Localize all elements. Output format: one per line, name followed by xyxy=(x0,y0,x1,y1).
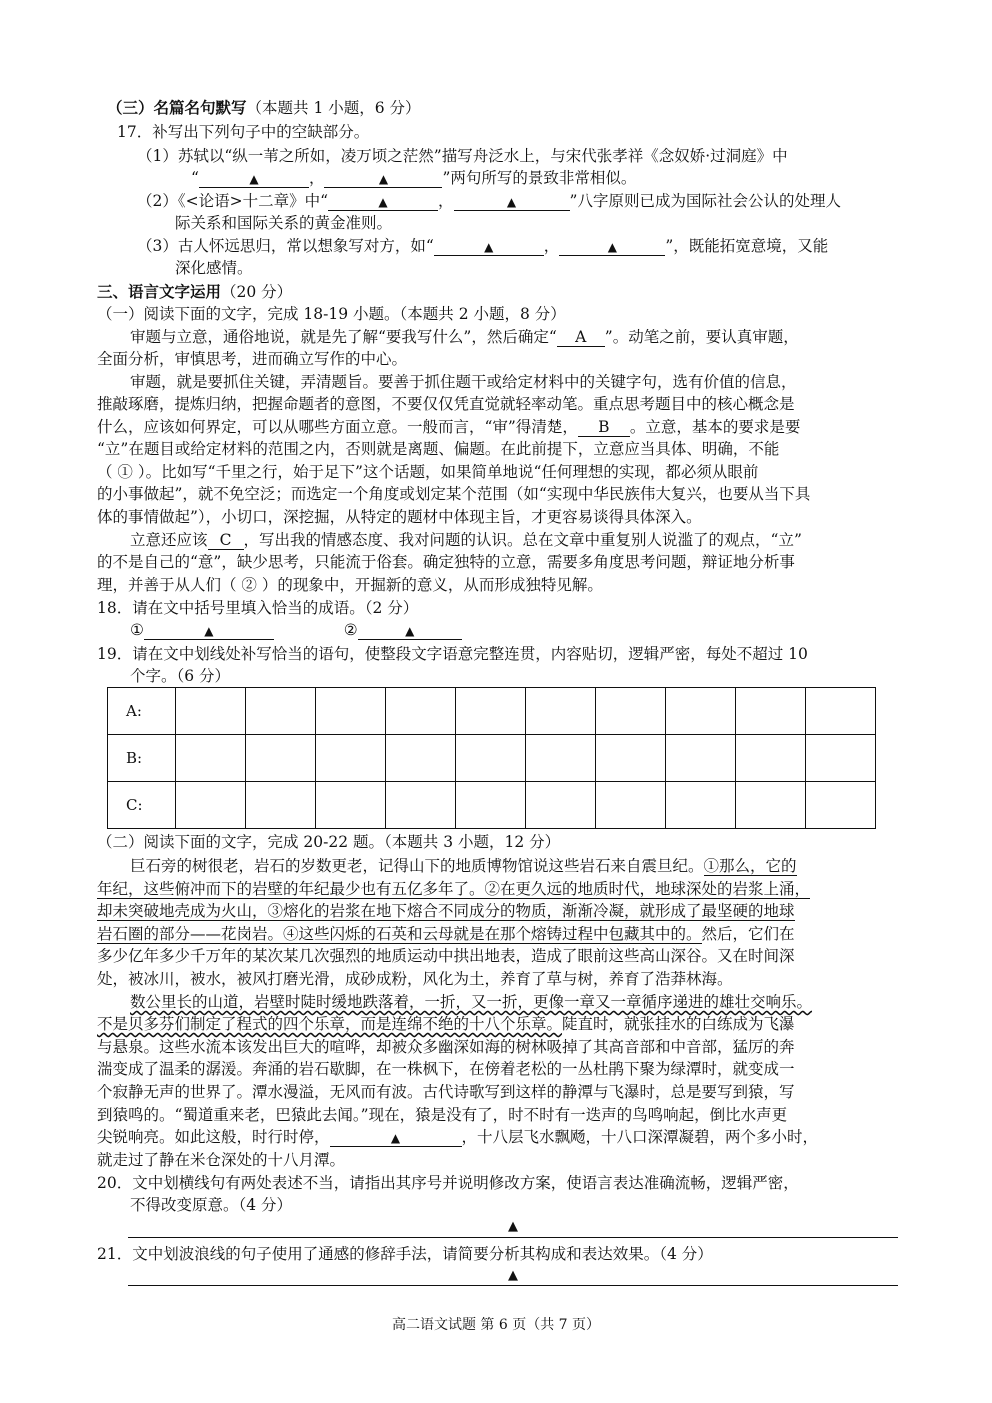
grid-cell[interactable] xyxy=(316,688,386,735)
grid-cell[interactable] xyxy=(666,735,736,782)
q20-stem-cont: 不得改变原意。（4 分） xyxy=(130,1196,293,1214)
grid-cell[interactable] xyxy=(386,782,456,829)
answer-blank-2[interactable]: ▲ xyxy=(358,621,462,640)
grid-cell[interactable] xyxy=(596,735,666,782)
grid-cell[interactable] xyxy=(456,782,526,829)
q17-1-line1: （1）苏轼以“纵一苇之所如，凌万顷之茫然”描写舟泛水上，与宋代张孝祥《念奴娇·过洞庭》中 xyxy=(137,147,788,165)
q17-1-line2: “ ▲ ， ▲ ”两句所写的景致非常相似。 xyxy=(191,169,637,187)
part2-heading: （二）阅读下面的文字，完成 20-22 题。（本题共 3 小题，12 分） xyxy=(97,833,561,851)
passage1-line: “立”在题目或给定材料的范围之内，否则就是离题、偏题。在此前提下，立意应当具体、明确，不能 xyxy=(97,440,780,458)
passage2-line: 多少亿年多少千万年的某次某几次强烈的地质运动中拱出地表，造成了眼前这些高山深谷。又在时间深 xyxy=(97,947,795,965)
grid-cell[interactable] xyxy=(526,782,596,829)
q18-stem: 18．请在文中括号里填入恰当的成语。（2 分） xyxy=(97,599,419,617)
grid-cell[interactable] xyxy=(316,735,386,782)
q20-answer-marker: ▲ xyxy=(508,1219,518,1234)
passage2-line: 湍变成了温柔的潺湲。奔涌的岩石歇脚，在一株枫下，在傍着老松的一丛杜鹃下聚为绿潭时，就变成一 xyxy=(97,1060,795,1078)
grid-cell[interactable] xyxy=(176,782,246,829)
passage2-line: 数公里长的山道，岩壁时陡时缓地跌落着，一折，又一折，更像一章又一章循序递进的雄壮交响乐。 xyxy=(130,993,813,1011)
part1-heading: （一）阅读下面的文字，完成 18-19 小题。（本题共 2 小题，8 分） xyxy=(97,305,566,323)
passage2-line: 年纪，这些俯冲而下的岩壁的年纪最少也有五亿多年了。②在更久远的地质时代，地球深处的岩浆上涌， xyxy=(97,880,811,898)
grid-row-label: C: xyxy=(108,782,176,829)
passage1-line: （ ① ）。比如写“千里之行，始于足下”这个话题，如果简单地说“任何理想的实现，都必须从眼前 xyxy=(97,463,759,481)
q21-answer-line[interactable] xyxy=(128,1285,898,1286)
fill-blank[interactable]: ▲ xyxy=(199,169,309,188)
passage2-line: 到猿鸣的。“蜀道重来老，巴猿此去闻。”现在，猿是没有了，时不时有一迭声的鸟鸣响起，倒比水声更 xyxy=(97,1106,788,1124)
grid-cell[interactable] xyxy=(456,688,526,735)
q17-stem: 17．补写出下列句子中的空缺部分。 xyxy=(117,123,370,141)
fill-blank[interactable]: ▲ xyxy=(454,192,570,211)
answer-grid xyxy=(107,687,876,829)
passage1-line: 立意还应该 C ，写出我的情感态度、我对问题的认识。总在文章中重复别人说滥了的观点，“立” xyxy=(130,531,802,549)
grid-cell[interactable] xyxy=(316,782,386,829)
grid-cell[interactable] xyxy=(246,782,316,829)
grid-cell[interactable] xyxy=(526,688,596,735)
passage2-line: 不是贝多芬们制定了程式的四个乐章，而是连绵不绝的十八个乐章。陡直时，就张挂水的白练成为飞瀑 xyxy=(97,1015,795,1033)
passage1-line: 推敲琢磨，提炼归纳，把握命题者的意图，不要仅仅凭直觉就轻率动笔。重点思考题目中的核心概念是 xyxy=(97,395,795,413)
label-blank-c: C xyxy=(208,531,244,550)
fill-blank[interactable]: ▲ xyxy=(434,237,544,256)
grid-cell[interactable] xyxy=(526,735,596,782)
q17-3-line1: （3）古人怀远思归，常以想象写对方，如“ ▲ ， ▲ ”，既能拓宽意境，又能 xyxy=(137,237,829,255)
grid-cell[interactable] xyxy=(596,688,666,735)
grid-cell[interactable] xyxy=(806,735,876,782)
grid-cell[interactable] xyxy=(386,688,456,735)
grid-cell[interactable] xyxy=(456,735,526,782)
grid-row-a xyxy=(108,688,876,735)
q21-answer-marker: ▲ xyxy=(508,1268,518,1283)
grid-cell[interactable] xyxy=(386,735,456,782)
answer-blank-1[interactable]: ▲ xyxy=(144,621,274,640)
q20-stem: 20．文中划横线句有两处表述不当，请指出其序号并说明修改方案，使语言表达准确流畅，逻辑严密， xyxy=(97,1174,799,1192)
grid-cell[interactable] xyxy=(806,688,876,735)
passage2-line: 就走过了静在米仓深处的十八月潭。 xyxy=(97,1151,346,1169)
passage1-line: 审题，就是要抓住关键，弄清题旨。要善于抓住题干或给定材料中的关键字句，选有价值的信息， xyxy=(130,373,797,391)
q17-2-line1: （2）《<论语>十二章》中“ ▲ ， ▲ ”八字原则已成为国际社会公认的处理人 xyxy=(137,192,841,210)
passage1-line: 什么，应该如何界定，可以从哪些方面立意。一般而言，“审”得清楚， B 。立意，基本的要求是要 xyxy=(97,418,801,436)
passage2-line: 处，被冰川，被水，被风打磨光滑，成砂成粉，风化为土，养育了草与树，养育了浩莽林海。 xyxy=(97,970,733,988)
passage2-line: 岩石圈的部分——花岗岩。④这些闪烁的石英和云母就是在那个熔铸过程中包藏其中的。然后，它们在 xyxy=(97,925,795,943)
grid-cell[interactable] xyxy=(176,688,246,735)
fill-blank[interactable]: ▲ xyxy=(328,192,438,211)
q19-stem: 19．请在文中划线处补写恰当的语句，使整段文字语意完整连贯，内容贴切，逻辑严密，每处不超过 10 xyxy=(97,645,808,663)
q19-stem-cont: 个字。（6 分） xyxy=(130,667,231,685)
grid-cell[interactable] xyxy=(736,735,806,782)
q20-answer-line[interactable] xyxy=(128,1237,898,1238)
grid-row-label: A: xyxy=(108,688,176,735)
q21-stem: 21．文中划波浪线的句子使用了通感的修辞手法，请简要分析其构成和表达效果。（4 分） xyxy=(97,1245,713,1263)
passage1-line: 体的事情做起”），小切口，深挖掘，从特定的题材中体现主旨，才更容易谈得具体深入。 xyxy=(97,508,702,526)
passage2-line: 巨石旁的树很老，岩石的岁数更老，记得山下的地质博物馆说这些岩石来自震旦纪。①那么，它的 xyxy=(130,857,797,875)
fill-blank[interactable]: ▲ xyxy=(330,1128,462,1147)
passage2-line: 个寂静无声的世界了。潭水漫溢，无风而有波。古代诗歌写到这样的静潭与飞瀑时，总是要写到猿，写 xyxy=(97,1083,795,1101)
grid-cell[interactable] xyxy=(806,782,876,829)
q17-2-line2: 际关系和国际关系的黄金准则。 xyxy=(175,214,393,232)
section3-heading: （三）名篇名句默写（本题共 1 小题，6 分） xyxy=(107,98,421,117)
label-blank-b: B xyxy=(578,418,630,437)
grid-cell[interactable] xyxy=(596,782,666,829)
grid-cell[interactable] xyxy=(736,782,806,829)
passage2-line: 却未突破地壳成为火山，③熔化的岩浆在地下熔合不同成分的物质，渐渐冷凝，就形成了最坚硬的地球 xyxy=(97,902,795,920)
section-language-heading: 三、语言文字运用（20 分） xyxy=(97,282,293,301)
label-blank-a: A xyxy=(557,328,605,347)
passage1-line: 审题与立意，通俗地说，就是先了解“要我写什么”，然后确定“ A ”。动笔之前，要认真审题， xyxy=(130,328,799,346)
fill-blank[interactable]: ▲ xyxy=(559,237,665,256)
fill-blank[interactable]: ▲ xyxy=(324,169,442,188)
passage2-line: 与悬泉。这些水流本该发出巨大的喧哗，却被众多幽深如海的树林吸掉了其高音部和中音部，猛厉的奔 xyxy=(97,1038,795,1056)
grid-row-label: B: xyxy=(108,735,176,782)
passage1-line: 的不是自己的“意”，缺少思考，只能流于俗套。确定独特的立意，需要多角度思考问题，辩证地分析事 xyxy=(97,553,795,571)
grid-cell[interactable] xyxy=(666,688,736,735)
passage1-line: 的小事做起”，就不免空泛；而选定一个角度或划定某个范围（如“实现中华民族伟大复兴，也要从当下具 xyxy=(97,485,811,503)
grid-cell[interactable] xyxy=(666,782,736,829)
passage1-line: 理，并善于从人们（ ② ）的现象中，开掘新的意义，从而形成独特见解。 xyxy=(97,576,603,594)
passage1-line: 全面分析，审慎思考，进而确立写作的中心。 xyxy=(97,350,408,368)
grid-row-b xyxy=(108,735,876,782)
grid-cell[interactable] xyxy=(246,735,316,782)
grid-cell[interactable] xyxy=(246,688,316,735)
grid-cell[interactable] xyxy=(176,735,246,782)
q17-3-line2: 深化感情。 xyxy=(175,259,253,277)
grid-cell[interactable] xyxy=(736,688,806,735)
passage2-line: 尖锐响亮。如此这般，时行时停， ▲ ，十八层飞水飘飏，十八口深潭凝碧，两个多小时， xyxy=(97,1128,819,1146)
q18-answers: ① ▲ ② ▲ xyxy=(130,620,462,640)
grid-row-c xyxy=(108,782,876,829)
page-footer: 高二语文试题 第 6 页（共 7 页） xyxy=(391,1317,601,1333)
